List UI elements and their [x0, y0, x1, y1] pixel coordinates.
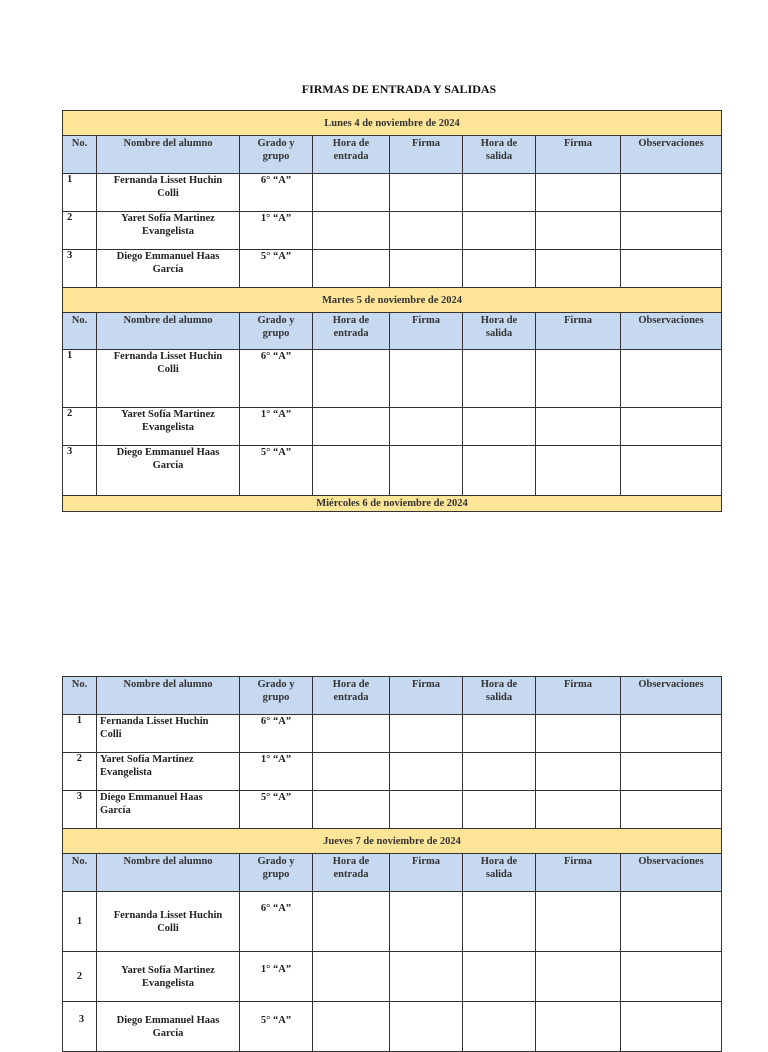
- observations-cell[interactable]: [621, 952, 722, 1002]
- entry-time-cell[interactable]: [313, 892, 390, 952]
- signature-cell[interactable]: [536, 350, 621, 408]
- entry-time-cell[interactable]: [313, 952, 390, 1002]
- student-name: Diego Emmanuel Haas García: [97, 1002, 240, 1052]
- col-name: Nombre del alumno: [97, 854, 240, 892]
- signature-cell[interactable]: [390, 753, 463, 791]
- student-no: 2: [63, 408, 97, 446]
- entry-time-cell[interactable]: [313, 212, 390, 250]
- col-signature: Firma: [390, 854, 463, 892]
- signature-cell[interactable]: [390, 212, 463, 250]
- signature-cell[interactable]: [536, 1002, 621, 1052]
- col-no: No.: [63, 313, 97, 350]
- observations-cell[interactable]: [621, 715, 722, 753]
- col-name: Nombre del alumno: [97, 677, 240, 715]
- entry-time-cell[interactable]: [313, 715, 390, 753]
- table-row: [63, 952, 722, 1002]
- document-title: FIRMAS DE ENTRADA Y SALIDAS: [301, 82, 497, 96]
- signature-cell[interactable]: [390, 174, 463, 212]
- student-name: Diego Emmanuel Haas García: [97, 791, 240, 829]
- student-name: Yaret Sofía Martinez Evangelista: [97, 753, 240, 791]
- day-header-thursday: [63, 829, 722, 854]
- student-no: 1: [63, 715, 97, 753]
- day-header-wednesday: [63, 496, 722, 512]
- col-exit-time: Hora de salida: [463, 854, 536, 892]
- signature-cell[interactable]: [536, 952, 621, 1002]
- observations-cell[interactable]: [621, 250, 722, 288]
- table-row: [63, 1002, 722, 1052]
- col-signature-2: Firma: [536, 677, 621, 715]
- student-no: 3: [63, 446, 97, 496]
- col-signature-2: Firma: [536, 313, 621, 350]
- table-row: [63, 408, 722, 446]
- student-no: 1: [63, 350, 97, 408]
- col-entry-time: Hora de entrada: [313, 677, 390, 715]
- col-no: No.: [63, 854, 97, 892]
- col-grade: Grado y grupo: [240, 854, 313, 892]
- column-header-row: [63, 677, 722, 715]
- col-signature-2: Firma: [536, 136, 621, 174]
- observations-cell[interactable]: [621, 350, 722, 408]
- table-row: [63, 350, 722, 408]
- student-grade: 1° “A”: [240, 212, 313, 250]
- signature-cell[interactable]: [390, 1002, 463, 1052]
- exit-time-cell[interactable]: [463, 753, 536, 791]
- observations-cell[interactable]: [621, 446, 722, 496]
- attendance-table-page-1: [62, 110, 722, 512]
- signature-cell[interactable]: [390, 791, 463, 829]
- exit-time-cell[interactable]: [463, 408, 536, 446]
- entry-time-cell[interactable]: [313, 250, 390, 288]
- entry-time-cell[interactable]: [313, 174, 390, 212]
- exit-time-cell[interactable]: [463, 952, 536, 1002]
- exit-time-cell[interactable]: [463, 1002, 536, 1052]
- student-name: Fernanda Lisset Huchin Colli: [97, 892, 240, 952]
- day-header-tuesday: [63, 288, 722, 313]
- col-observations: Observaciones: [621, 313, 722, 350]
- student-no: 2: [63, 753, 97, 791]
- col-entry-time: Hora de entrada: [313, 854, 390, 892]
- signature-cell[interactable]: [536, 174, 621, 212]
- table-row: [63, 446, 722, 496]
- observations-cell[interactable]: [621, 212, 722, 250]
- entry-time-cell[interactable]: [313, 1002, 390, 1052]
- signature-cell[interactable]: [536, 753, 621, 791]
- exit-time-cell[interactable]: [463, 446, 536, 496]
- student-name: Yaret Sofía Martinez Evangelista: [97, 952, 240, 1002]
- student-grade: 1° “A”: [240, 408, 313, 446]
- student-grade: 1° “A”: [240, 952, 313, 1002]
- student-name: Yaret Sofía Martinez Evangelista: [97, 212, 240, 250]
- col-observations: Observaciones: [621, 136, 722, 174]
- exit-time-cell[interactable]: [463, 715, 536, 753]
- day-label: Jueves 7 de noviembre de 2024: [63, 829, 722, 854]
- observations-cell[interactable]: [621, 408, 722, 446]
- observations-cell[interactable]: [621, 892, 722, 952]
- entry-time-cell[interactable]: [313, 350, 390, 408]
- student-no: 1: [63, 892, 97, 952]
- entry-time-cell[interactable]: [313, 446, 390, 496]
- student-name: Yaret Sofía Martinez Evangelista: [97, 408, 240, 446]
- observations-cell[interactable]: [621, 174, 722, 212]
- student-grade: 6° “A”: [240, 350, 313, 408]
- signature-cell[interactable]: [390, 952, 463, 1002]
- student-grade: 5° “A”: [240, 250, 313, 288]
- col-no: No.: [63, 677, 97, 715]
- student-grade: 5° “A”: [240, 791, 313, 829]
- col-name: Nombre del alumno: [97, 136, 240, 174]
- table-row: [63, 212, 722, 250]
- col-entry-time: Hora de entrada: [313, 313, 390, 350]
- exit-time-cell[interactable]: [463, 350, 536, 408]
- table-row: [63, 250, 722, 288]
- signature-cell[interactable]: [536, 212, 621, 250]
- table-row: [63, 791, 722, 829]
- col-exit-time: Hora de salida: [463, 136, 536, 174]
- col-grade: Grado y grupo: [240, 313, 313, 350]
- column-header-row: [63, 854, 722, 892]
- day-label: Lunes 4 de noviembre de 2024: [63, 111, 722, 136]
- day-label: Martes 5 de noviembre de 2024: [63, 288, 722, 313]
- table-row: [63, 753, 722, 791]
- day-header-monday: [63, 111, 722, 136]
- col-name: Nombre del alumno: [97, 313, 240, 350]
- student-name: Diego Emmanuel Haas García: [97, 446, 240, 496]
- signature-cell[interactable]: [536, 892, 621, 952]
- day-label: Miércoles 6 de noviembre de 2024: [63, 496, 722, 512]
- col-exit-time: Hora de salida: [463, 677, 536, 715]
- col-observations: Observaciones: [621, 677, 722, 715]
- col-grade: Grado y grupo: [240, 677, 313, 715]
- student-name: Diego Emmanuel Haas García: [97, 250, 240, 288]
- student-no: 3: [63, 1002, 97, 1052]
- entry-time-cell[interactable]: [313, 753, 390, 791]
- signature-cell[interactable]: [536, 446, 621, 496]
- signature-cell[interactable]: [536, 408, 621, 446]
- student-name: Fernanda Lisset Huchin Colli: [97, 174, 240, 212]
- signature-cell[interactable]: [536, 715, 621, 753]
- signature-cell[interactable]: [390, 408, 463, 446]
- student-no: 3: [63, 250, 97, 288]
- col-observations: Observaciones: [621, 854, 722, 892]
- col-signature: Firma: [390, 313, 463, 350]
- column-header-row: [63, 136, 722, 174]
- exit-time-cell[interactable]: [463, 174, 536, 212]
- student-no: 3: [63, 791, 97, 829]
- table-row: [63, 174, 722, 212]
- col-grade: Grado y grupo: [240, 136, 313, 174]
- column-header-row: [63, 313, 722, 350]
- student-grade: 5° “A”: [240, 1002, 313, 1052]
- col-entry-time: Hora de entrada: [313, 136, 390, 174]
- student-no: 2: [63, 952, 97, 1002]
- student-grade: 6° “A”: [240, 892, 313, 952]
- signature-cell[interactable]: [536, 791, 621, 829]
- student-no: 2: [63, 212, 97, 250]
- col-signature-2: Firma: [536, 854, 621, 892]
- entry-time-cell[interactable]: [313, 408, 390, 446]
- exit-time-cell[interactable]: [463, 250, 536, 288]
- exit-time-cell[interactable]: [463, 212, 536, 250]
- student-grade: 1° “A”: [240, 753, 313, 791]
- col-exit-time: Hora de salida: [463, 313, 536, 350]
- observations-cell[interactable]: [621, 1002, 722, 1052]
- table-row: [63, 715, 722, 753]
- observations-cell[interactable]: [621, 791, 722, 829]
- student-grade: 5° “A”: [240, 446, 313, 496]
- student-no: 1: [63, 174, 97, 212]
- signature-cell[interactable]: [390, 350, 463, 408]
- col-no: No.: [63, 136, 97, 174]
- student-grade: 6° “A”: [240, 715, 313, 753]
- signature-cell[interactable]: [390, 446, 463, 496]
- signature-cell[interactable]: [390, 250, 463, 288]
- student-name: Fernanda Lisset Huchin Colli: [97, 350, 240, 408]
- student-name: Fernanda Lisset Huchin Colli: [97, 715, 240, 753]
- student-grade: 6° “A”: [240, 174, 313, 212]
- table-row: [63, 892, 722, 952]
- col-signature: Firma: [390, 677, 463, 715]
- signature-cell[interactable]: [390, 715, 463, 753]
- exit-time-cell[interactable]: [463, 892, 536, 952]
- col-signature: Firma: [390, 136, 463, 174]
- signature-cell[interactable]: [536, 250, 621, 288]
- attendance-table-page-2: [62, 676, 722, 1052]
- signature-cell[interactable]: [390, 892, 463, 952]
- observations-cell[interactable]: [621, 753, 722, 791]
- exit-time-cell[interactable]: [463, 791, 536, 829]
- entry-time-cell[interactable]: [313, 791, 390, 829]
